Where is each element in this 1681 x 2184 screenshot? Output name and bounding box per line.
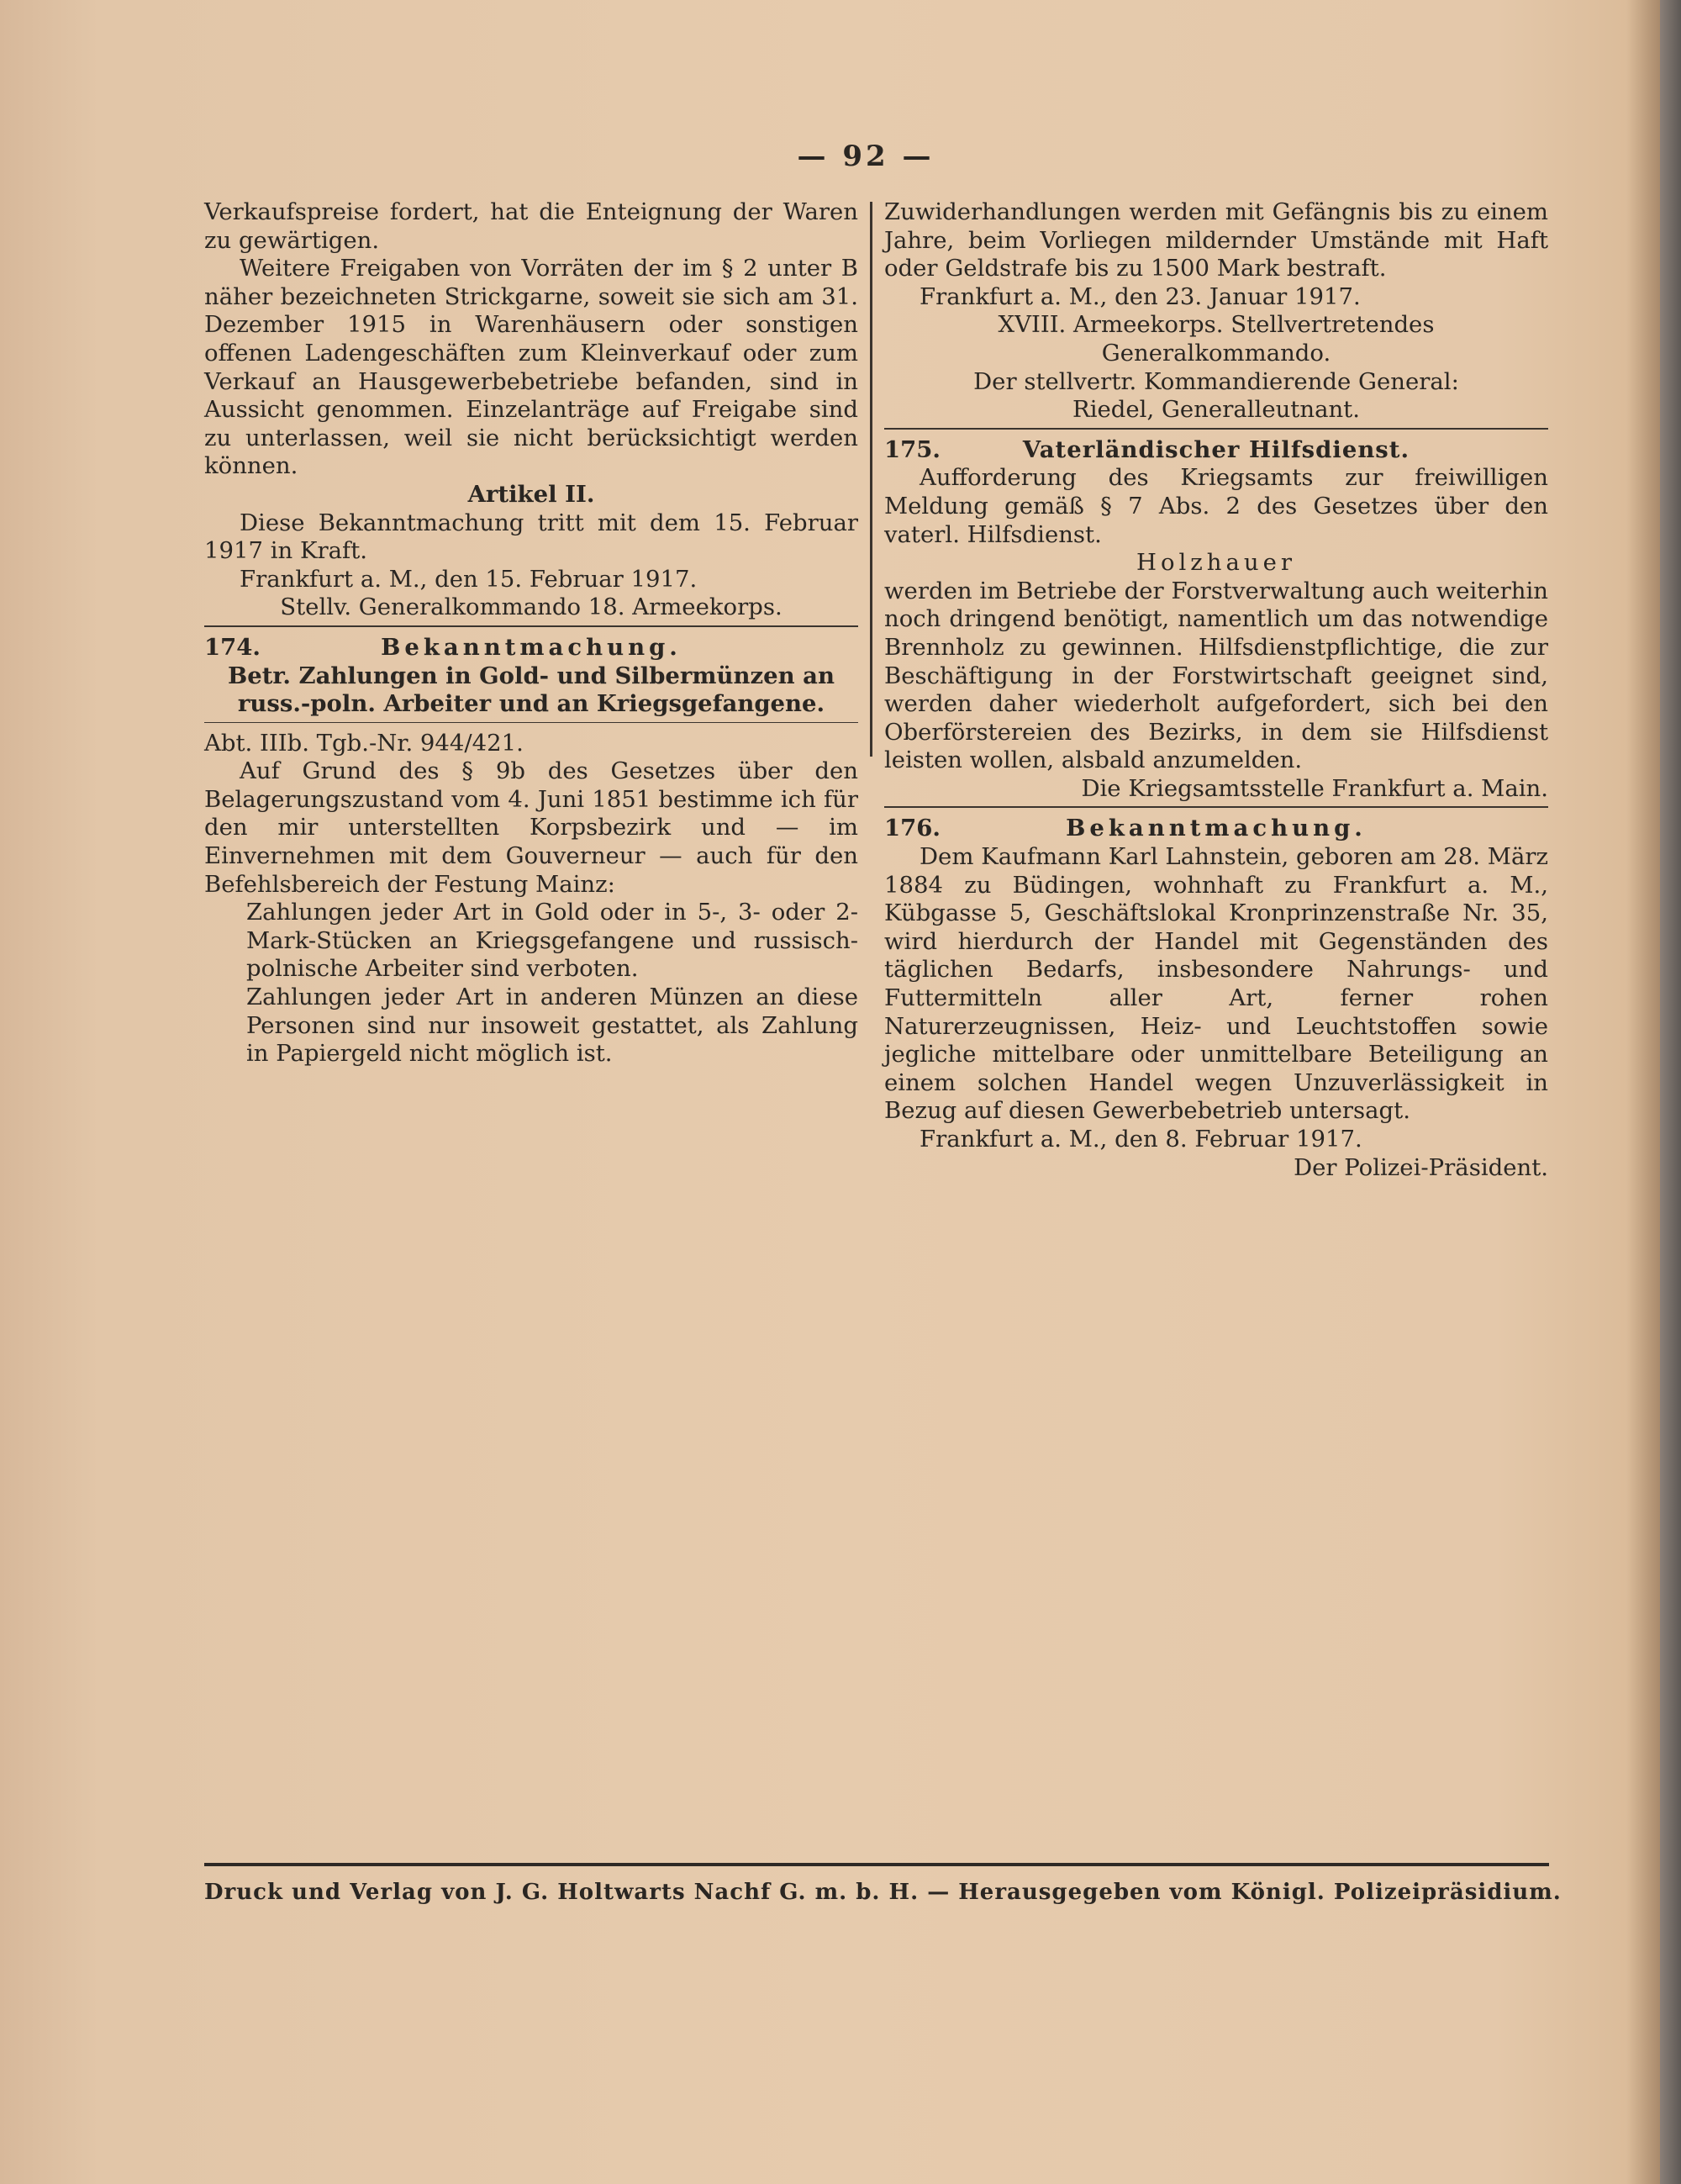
section-title: Bekanntmachung.: [381, 633, 682, 661]
section-174-reference: Abt. IIIb. Tgb.-Nr. 944/421.: [204, 729, 524, 757]
right-date-2: Frankfurt a. M., den 8. Februar 1917.: [920, 1126, 1362, 1153]
left-quote-2: Zahlungen jeder Art in anderen Münzen an diese Personen sind nur insoweit gestattet, als Zahlung in Papiergeld nicht möglich ist.: [246, 984, 858, 1068]
left-date-1: Frankfurt a. M., den 15. Februar 1917.: [240, 565, 698, 593]
right-date-1: Frankfurt a. M., den 23. Januar 1917.: [920, 282, 1361, 310]
right-paragraph-3: Dem Kaufmann Karl Lahnstein, geboren am 28. März 1884 zu Büdingen, wohnhaft zu Frankfurt a. M., Kübgasse 5, Geschäftslokal Kronprinzenstraße Nr. 35, wird hierdurch der Handel mit Gegenständen des täglichen Bedarfs, insbesondere Nahrungs- und Futtermitteln aller Art, ferner rohen Naturerzeugnissen, Heiz- und Leuchtstoffen sowie jegliche mittelbare oder unmittelbare Beteiligung an einem solchen Handel wegen Unzuverlässigkeit in Bezug auf diesen Gewerbebetrieb untersagt.: [884, 843, 1548, 1125]
binding-edge: [1660, 0, 1681, 2184]
column-divider: [870, 202, 872, 757]
right-signature-5: Der Polizei-Präsident.: [1294, 1153, 1548, 1181]
subject-divider: [204, 722, 858, 723]
section-number: 175.: [884, 435, 941, 463]
footer-rule: [204, 1863, 1549, 1866]
right-paragraph-1: Zuwiderhandlungen werden mit Gefängnis bis zu einem Jahre, beim Vorliegen mildernder Umstände mit Haft oder Geldstrafe bis zu 1500 Mark bestraft.: [884, 198, 1548, 282]
right-signature-2: Der stellvertr. Kommandierende General:: [973, 367, 1459, 395]
section-title: Bekanntmachung.: [1066, 815, 1367, 842]
left-quote-1: Zahlungen jeder Art in Gold oder in 5-, 3- oder 2-Mark-Stücken an Kriegsgefangene und russisch-polnische Arbeiter sind verboten.: [246, 899, 858, 983]
section-174-subject: Betr. Zahlungen in Gold- und Silbermünzen an russ.-poln. Arbeiter und an Kriegsgefangene.: [227, 662, 835, 718]
right-signature-4: Die Kriegsamtsstelle Frankfurt a. Main.: [1081, 774, 1548, 802]
section-number: 174.: [204, 633, 261, 661]
left-paragraph-1: Verkaufspreise fordert, hat die Enteignung der Waren zu gewärtigen.: [204, 198, 858, 254]
holzhauer-heading: Holzhauer: [1136, 549, 1297, 577]
section-175-heading: [884, 436, 1548, 465]
section-174-heading: [204, 634, 858, 662]
section-title: Vaterländischer Hilfsdienst.: [1022, 435, 1410, 463]
section-number: 176.: [884, 815, 941, 842]
left-column: [204, 198, 858, 1068]
left-paragraph-4: Auf Grund des § 9b des Gesetzes über den Belagerungszustand vom 4. Juni 1851 bestimme ich für den mir unterstellten Korpsbezirk und — im Einvernehmen mit dem Gouverneur — auch für den Befehlsbereich der Festung Mainz:: [204, 757, 858, 898]
section-divider: [204, 625, 858, 627]
artikel-heading: Artikel II.: [467, 480, 595, 508]
page-number: — 92 —: [797, 140, 935, 173]
left-paragraph-2: Weitere Freigaben von Vorräten der im § 2 unter B näher bezeichneten Strickgarne, soweit sie sich am 31. Dezember 1915 in Warenhäusern oder sonstigen offenen Ladengeschäften zum Kleinverkauf oder zum Verkauf an Hausgewerbebetriebe befanden, sind in Aussicht genommen. Einzelanträge auf Freigabe sind zu unterlassen, weil sie nicht berücksichtigt werden können.: [204, 255, 858, 480]
left-paragraph-3: Diese Bekanntmachung tritt mit dem 15. Februar 1917 in Kraft.: [204, 509, 858, 565]
section-176-heading: [884, 815, 1548, 843]
section-175-subject: Aufforderung des Kriegsamts zur freiwilligen Meldung gemäß § 7 Abs. 2 des Gesetzes über den vaterl. Hilfsdienst.: [884, 464, 1548, 548]
right-signature-3: Riedel, Generalleutnant.: [1072, 396, 1360, 424]
right-signature-1: XVIII. Armeekorps. Stellvertretendes Generalkommando.: [998, 311, 1435, 367]
footer-imprint: Druck und Verlag von J. G. Holtwarts Nachf G. m. b. H. — Herausgegeben vom Königl. Polizeipräsidium.: [204, 1880, 1562, 1905]
right-column: [884, 198, 1548, 1182]
right-paragraph-2: werden im Betriebe der Forstverwaltung auch weiterhin noch dringend benötigt, namentlich um das notwendige Brennholz zu gewinnen. Hilfsdienstpflichtige, die zur Beschäftigung in der Forstwirtschaft geeignet sind, werden daher wiederholt aufgefordert, sich bei den Oberförstereien des Bezirks, in dem sie Hilfsdienst leisten wollen, alsbald anzumelden.: [884, 577, 1548, 774]
page-shadow: [1626, 0, 1660, 2184]
section-divider: [884, 806, 1548, 808]
left-signature-1: Stellv. Generalkommando 18. Armeekorps.: [280, 593, 783, 621]
section-divider: [884, 428, 1548, 430]
